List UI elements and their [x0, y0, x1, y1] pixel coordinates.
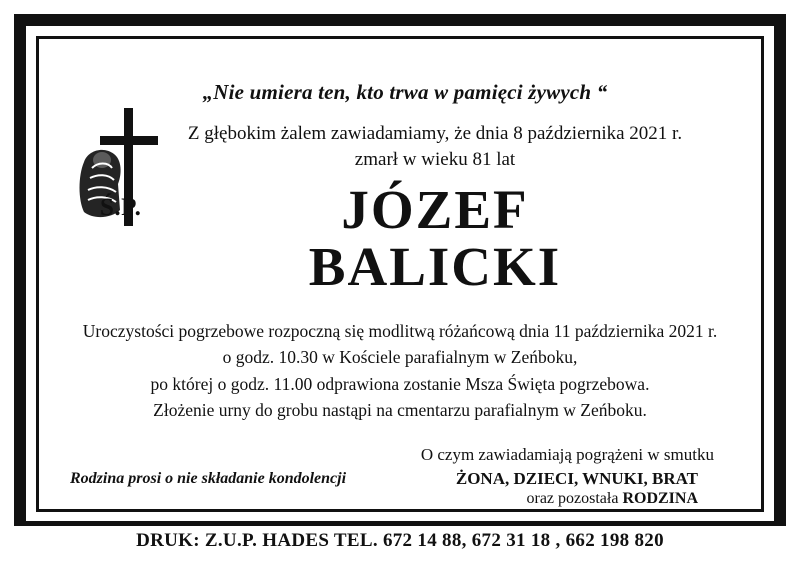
ceremony-line: Złożenie urny do grobu nastąpi na cmentarzu parafialnym w Zeńboku.: [153, 399, 647, 420]
announcement-line-1: Z głębokim żalem zawiadamiamy, że dnia 8 października 2021 r.: [187, 123, 683, 144]
deceased-last-name: BALICKI: [308, 236, 562, 298]
family-line-2: [62, 490, 738, 508]
family-line-2-bold: RODZINA: [622, 490, 698, 508]
deceased-first-name: JÓZEF: [341, 178, 529, 240]
cross-with-mourning-figure-icon: [62, 102, 182, 272]
printer-divider: [14, 521, 786, 524]
announcement-line-2: zmarł w wieku 81 lat: [354, 148, 516, 170]
closing-line: O czym zawiadamiają pogrążeni w smutku: [420, 445, 714, 465]
honorific-label: Ś.P.: [100, 194, 142, 221]
family-line-1: ŻONA, DZIECI, WNUKI, BRAT: [455, 469, 698, 489]
printer-credit-text: DRUK: Z.U.P. HADES TEL. 672 14 88, 672 31 18 , 662 198 820: [136, 530, 664, 551]
ceremony-line: Uroczystości pogrzebowe rozpoczną się modlitwą różańcową dnia 11 października 2021 r.: [82, 321, 718, 342]
ceremony-details: [62, 318, 738, 423]
ceremony-line: o godz. 10.30 w Kościele parafialnym w Zeńboku,: [222, 347, 578, 368]
family-line-2-prefix: oraz pozostała: [526, 490, 623, 508]
notice-content: [44, 44, 756, 508]
memorial-quote: „Nie umiera ten, kto trwa w pamięci żywych “: [202, 80, 608, 104]
ceremony-line: po której o godz. 11.00 odprawiona zostanie Msza Święta pogrzebowa.: [150, 373, 650, 394]
printer-credit-bar: [14, 526, 786, 556]
condolences-note: Rodzina prosi o nie składanie kondolencji: [70, 470, 347, 487]
